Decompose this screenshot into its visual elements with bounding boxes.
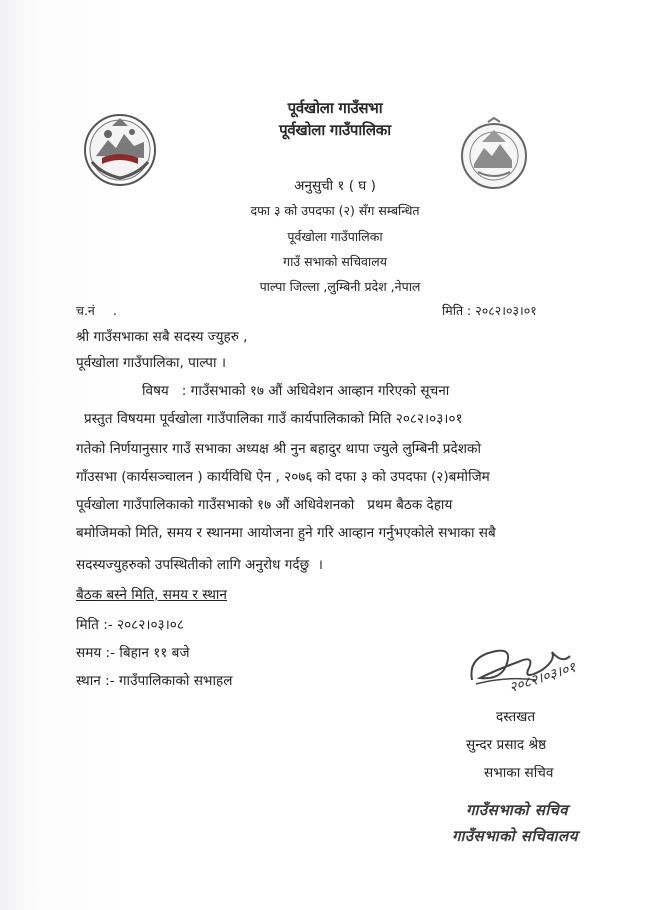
meeting-heading: बैठक बस्ने मिति, समय र स्थान [76,587,227,603]
body-line-5: बमोजिमको मिति, समय र स्थानमा आयोजना हुने गरि आव्हान गर्नुभएकोले सभाका सबै [76,525,496,541]
reference-label: च.नं [76,303,95,318]
office-address: पाल्पा जिल्ला ,लुम्बिनी प्रदेश ,नेपाल [259,279,421,294]
signature-handwritten-date: २०८२।०३।०१ [507,659,578,697]
letter-date: मिति : २०८२।०३।०१ [442,303,537,318]
reference-number [76,302,117,319]
addressee-line-2: पूर्वखोला गाउँपालिका, पाल्पा । [76,355,226,371]
body-line-2: गतेको निर्णयानुसार गाउँ सभाका अध्यक्ष श्री नुन बहादुर थापा ज्युले लुम्बिनी प्रदेशको [76,441,481,457]
clause-reference: दफा ३ को उपदफा (२) सँग सम्बन्धित [250,203,420,218]
signatory-name: सुन्दर प्रसाद श्रेष्ठ [466,737,547,753]
signatory-title: सभाका सचिव [484,765,554,781]
signature-label: दस्तखत [496,709,536,725]
nepal-government-emblem-icon [82,112,158,188]
addressee-line-1: श्री गाउँसभाका सबै सदस्य ज्युहरु , [76,329,248,345]
office-name: गाउँ सभाको सचिवालय [283,254,387,269]
stamp-line-2: गाउँसभाको सचिवालय [452,827,578,845]
body-line-1: प्रस्तुत विषयमा पूर्वखोला गाउँपालिका गाउँ कार्यपालिकाको मिति २०८२।०३।०१ [84,411,463,427]
meeting-place: स्थान :- गाउँपालिकाको सभाहल [76,673,233,689]
schedule-label: अनुसुची १ ( घ ) [294,178,376,194]
header-title-assembly: पूर्वखोला गाउँसभा [287,99,383,117]
body-line-3: गाँउसभा (कार्यसञ्चालन ) कार्यविधि ऐन , २०७६ को दफा ३ को उपदफा (२)बमोजिम [76,469,490,485]
reference-value: . [112,303,117,318]
municipality-name: पूर्वखोला गाउँपालिका [287,229,383,244]
stamp-line-1: गाउँसभाको सचिव [466,801,569,819]
meeting-date: मिति :- २०८२।०३।०८ [76,617,184,633]
municipality-seal-icon [458,116,530,192]
meeting-time: समय :- बिहान ११ बजे [76,645,190,661]
subject-line: विषय : गाउँसभाको १७ औं अधिवेशन आव्हान गरिएको सूचना [142,383,450,399]
body-line-6: सदस्यज्युहरुको उपस्थितीको लागि अनुरोध गर्दछु । [76,557,323,573]
body-line-4: पूर्वखोला गाउँपालिकाको गाउँसभाको १७ औं अधिवेशनको प्रथम बैठक देहाय [76,497,453,513]
header-title-municipality: पूर्वखोला गाउँपालिका [279,121,391,139]
